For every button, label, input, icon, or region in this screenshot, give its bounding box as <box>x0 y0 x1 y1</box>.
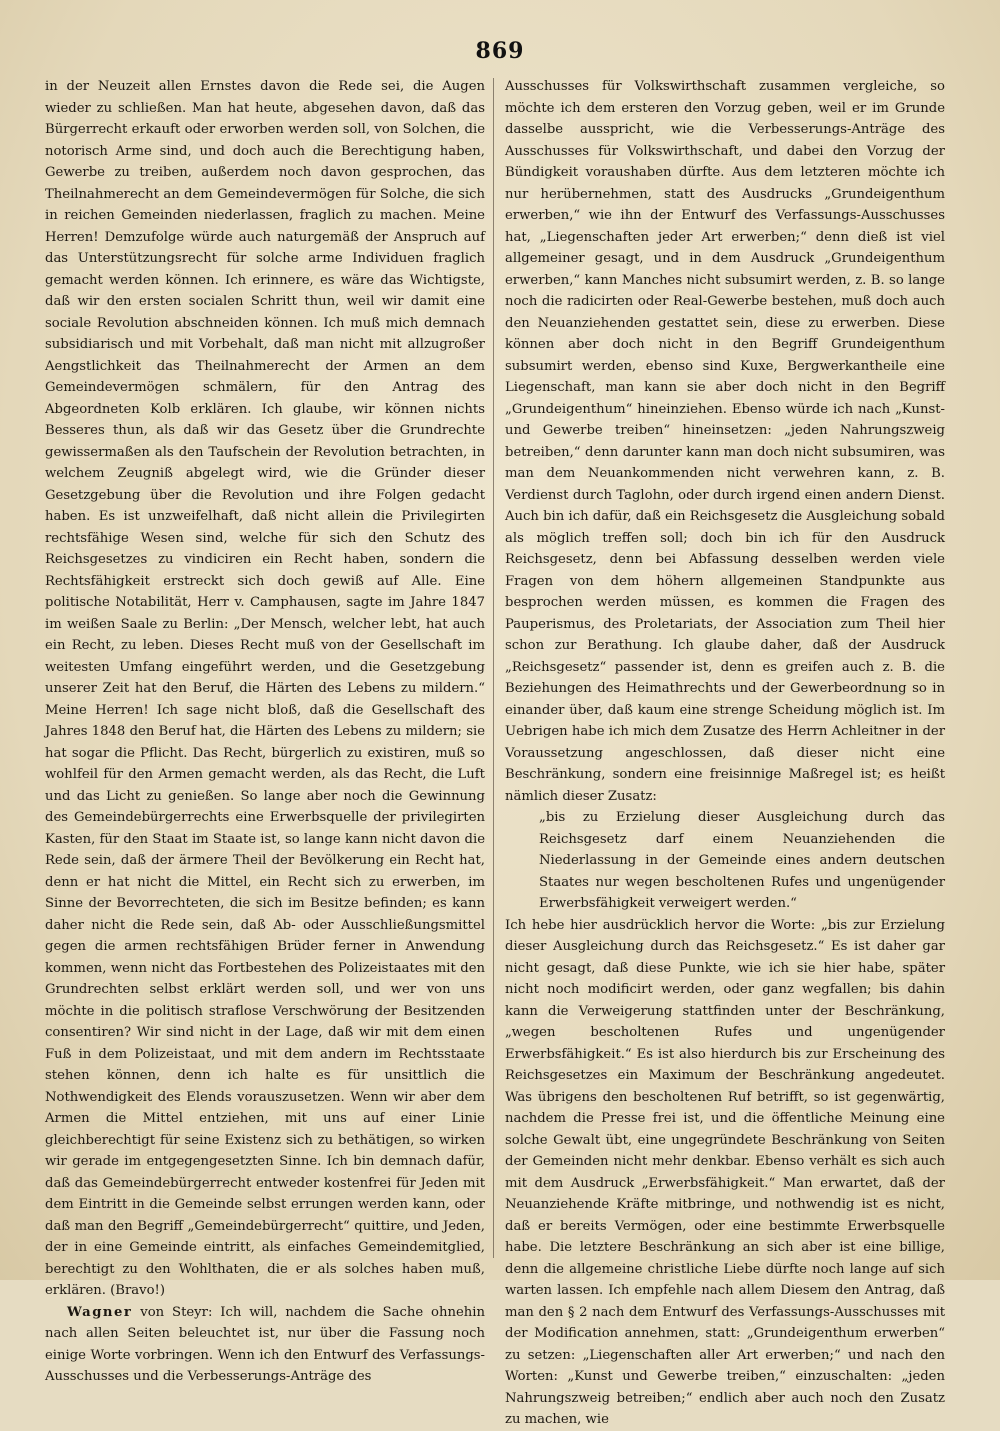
right-paragraph-1: Ausschusses für Volkswirthschaft zusammen vergleiche, so möchte ich dem ersteren den Vorzug geben, weil er im Grunde dasselbe ausspricht, wie die Verbesserungs-Anträge des Ausschusses für Volkswirthschaft, und dabei den Vorzug der Bündigkeit voraushaben dürfte. Aus dem letzteren möchte ich nur herübernehmen, statt des Ausdrucks „Grundeigenthum erwerben,“ wie ihn der Entwurf des Verfassungs-Ausschusses hat, „Liegenschaften jeder Art erwerben;“ denn dieß ist viel allgemeiner gesagt, und in dem Ausdruck „Grundeigenthum erwerben,“ kann Manches nicht subsumirt werden, z. B. so lange noch die radicirten oder Real-Gewerbe bestehen, muß doch auch den Neuanziehenden gestattet sein, diese zu erwerben. Diese können aber doch nicht in den Begriff Grundeigenthum subsumirt werden, ebenso sind Kuxe, Bergwerkantheile eine Liegenschaft, man kann sie aber doch nicht in den Begriff „Grundeigenthum“ hineinziehen. Ebenso würde ich nach „Kunst- und Gewerbe treiben“ hineinsetzen: „jeden Nahrungszweig betreiben,“ denn darunter kann man doch nicht subsumiren, was man dem Neuankommenden nicht verwehren kann, z. B. Verdienst durch Taglohn, oder durch irgend einen andern Dienst. Auch bin ich dafür, daß ein Reichsgesetz die Ausgleichung sobald als möglich treffen soll; doch bin ich für den Ausdruck Reichsgesetz, denn bei Abfassung desselben werden viele Fragen von dem höhern allgemeinen Standpunkte aus besprochen werden müssen, es kommen die Fragen des Pauperismus, des Proletariats, der Association zum Theil hier schon zur Berathung. Ich glaube daher, daß der Ausdruck „Reichsgesetz“ passender ist, denn es greifen auch z. B. die Beziehungen des Heimathrechts und der Gewerbeordnung so in einander über, daß kaum eine strenge Scheidung möglich ist. Im Uebrigen habe ich mich dem Zusatze des Herrn Achleitner in der Voraussetzung angeschlossen, daß dieser nicht eine Beschränkung, sondern eine freisinnige Maßregel ist; es heißt nämlich dieser Zusatz: <box>505 79 945 804</box>
speech-text: von Steyr: Ich will, nachdem die Sache ohnehin nach allen Seiten beleuchtet ist, nur über die Fassung noch einige Worte vorbringen. Wenn ich den Entwurf des Verfassungs-Ausschusses und die Verbesserungs-Anträge des <box>45 1304 485 1384</box>
quoted-amendment: „bis zu Erzielung dieser Ausgleichung durch das Reichsgesetz darf einem Neuanziehenden die Niederlassung in der Gemeinde eines andern deutschen Staates nur wegen bescholtenen Rufes und ungenügender Erwerbsfähigkeit verweigert werden.“ <box>539 810 945 911</box>
right-paragraph-2: Ich hebe hier ausdrücklich hervor die Worte: „bis zur Erzielung dieser Ausgleichung durch das Reichsgesetz.“ Es ist daher gar nicht gesagt, daß diese Punkte, wie ich sie hier habe, später nicht noch modificirt werden, oder ganz wegfallen; bis dahin kann die Verweigerung stattfinden unter der Beschränkung, „wegen bescholtenen Rufes und ungenügender Erwerbsfähigkeit.“ Es ist also hierdurch bis zur Erscheinung des Reichsgesetzes ein Maximum der Beschränkung angedeutet. Was übrigens den bescholtenen Ruf betrifft, so ist gegenwärtig, nachdem die Presse frei ist, und die öffentliche Meinung eine solche Gewalt übt, eine ungegründete Beschränkung von Seiten der Gemeinden nicht mehr denkbar. Ebenso verhält es sich auch mit dem Ausdruck „Erwerbsfähigkeit.“ Man erwartet, daß der Neuanziehende Kräfte mitbringe, und nothwendig ist es nicht, daß er bereits Vermögen, oder eine bestimmte Erwerbsquelle habe. Die letztere Beschränkung an sich aber ist eine billige, denn die allgemeine christliche Liebe dürfte noch lange auf sich warten lassen. Ich empfehle nach allem Diesem den Antrag, daß man den § 2 nach dem Entwurf des Verfassungs-Ausschusses mit der Modification annehmen, statt: „Grundeigenthum erwerben“ zu setzen: „Liegenschaften aller Art erwerben;“ und nach den Worten: „Kunst und Gewerbe treiben,“ einzuschalten: „jeden Nahrungszweig betreiben;“ endlich aber auch noch den Zusatz zu machen, wie <box>505 917 945 1427</box>
page-number: 869 <box>475 38 525 64</box>
right-column <box>505 76 945 1427</box>
speaker-name: Wagner <box>67 1304 133 1320</box>
speech-paragraph <box>45 1302 485 1388</box>
column-divider <box>493 78 494 1258</box>
left-column <box>45 76 485 1384</box>
left-paragraph: in der Neuzeit allen Ernstes davon die Rede sei, die Augen wieder zu schließen. Man hat heute, abgesehen davon, daß das Bürgerrecht erkauft oder erworben werden soll, von Solchen, die notorisch Arme sind, und doch auch die Berechtigung haben, Gewerbe zu treiben, außerdem noch davon gesprochen, das Theilnahmerecht an dem Gemeindevermögen für Solche, die sich in reichen Gemeinden niederlassen, fraglich zu machen. Meine Herren! Demzufolge würde auch naturgemäß der Anspruch auf das Unterstützungsrecht für solche arme Individuen fraglich gemacht werden können. Ich erinnere, es wäre das Wichtigste, daß wir den ersten socialen Schritt thun, weil wir damit eine sociale Revolution abschneiden können. Ich muß mich demnach subsidiarisch und mit Vorbehalt, daß man nicht mit allzugroßer Aengstlichkeit das Theilnahmerecht der Armen an dem Gemeindevermögen schmälern, für den Antrag des Abgeordneten Kolb erklären. Ich glaube, wir können nichts Besseres thun, als daß wir das Gesetz über die Grundrechte gewissermaßen als den Taufschein der Revolution betrachten, in welchem Zeugniß abgelegt wird, wie die Gründer dieser Gesetzgebung über die Revolution und ihre Folgen gedacht haben. Es ist unzweifelhaft, daß nicht allein die Privilegirten rechtsfähige Wesen sind, welche für sich den Schutz des Reichsgesetzes zu vindiciren ein Recht haben, sondern die Rechtsfähigkeit erstreckt sich doch gewiß auf Alle. Eine politische Notabilität, Herr v. Camphausen, sagte im Jahre 1847 im weißen Saale zu Berlin: „Der Mensch, welcher lebt, hat auch ein Recht, zu leben. Dieses Recht muß von der Gesellschaft im weitesten Umfang eingeführt werden, und die Gesetzgebung unserer Zeit hat den Beruf, die Härten des Lebens zu mildern.“ Meine Herren! Ich sage nicht bloß, daß die Gesellschaft des Jahres 1848 den Beruf hat, die Härten des Lebens zu mildern; sie hat sogar die Pflicht. Das Recht, bürgerlich zu existiren, muß so wohlfeil für den Armen gemacht werden, als das Recht, die Luft und das Licht zu genießen. So lange aber noch die Gewinnung des Gemeindebürgerrechts eine Erwerbsquelle der privilegirten Kasten, für den Staat im Staate ist, so lange kann nicht davon die Rede sein, daß der ärmere Theil der Bevölkerung ein Recht hat, denn er hat nicht die Mittel, ein Recht sich zu erwerben, im Sinne der Bevorrechteten, die sich im Besitze befinden; es kann daher nicht die Rede sein, daß Ab- oder Ausschließungsmittel gegen die armen rechtsfähigen Brüder ferner in Anwendung kommen, wenn nicht das Fortbestehen des Polizeistaates mit den Grundrechten selbst erklärt werden soll, und wer von uns möchte in die politisch straflose Verschwörung der Besitzenden consentiren? Wir sind nicht in der Lage, daß wir mit dem einen Fuß in dem Polizeistaat, und mit dem andern im Rechtsstaate stehen können, denn ich halte es für unsittlich die Nothwendigkeit des Elends vorauszusetzen. Wenn wir aber dem Armen die Mittel entziehen, mit uns auf einer Linie gleichberechtigt für seine Existenz sich zu bethätigen, so wirken wir gerade im entgegengesetzten Sinne. Ich bin demnach dafür, daß das Gemeindebürgerrecht entweder kostenfrei für Jeden mit dem Eintritt in die Gemeinde selbst errungen werden kann, oder daß man den Begriff „Gemeindebürgerrecht“ quittire, und Jeden, der in eine Gemeinde eintritt, als einfaches Gemeindemitglied, berechtigt zu den Wohlthaten, die er als solches haben muß, erklären. (Bravo!) <box>45 79 485 1298</box>
